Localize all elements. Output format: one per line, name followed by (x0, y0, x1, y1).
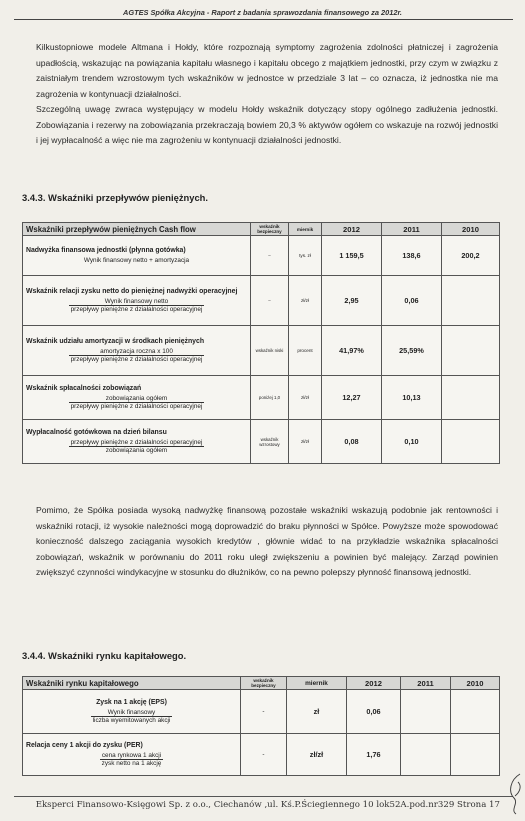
formula-numerator: Wynik finansowy (91, 709, 173, 717)
header-year-2012: 2012 (347, 677, 401, 690)
header-unit: miernik (287, 677, 347, 690)
header-year-2010: 2010 (451, 677, 500, 690)
running-header: AGTES Spółka Akcyjna - Raport z badania sprawozdania finansowego za 2012r. (122, 8, 402, 17)
header-rule (14, 19, 513, 20)
table-row (23, 690, 500, 734)
row-value-2010 (442, 276, 500, 326)
row-value-2010 (442, 420, 500, 464)
row-name: Wypłacalność gotówkowa na dzień bilansu (26, 429, 167, 436)
row-value-2012: 0,08 (322, 420, 382, 464)
header-year-2011: 2011 (401, 677, 451, 690)
row-name: Zysk na 1 akcję (EPS) (96, 699, 167, 706)
row-formula (26, 348, 247, 363)
row-benchmark: - (241, 734, 287, 776)
cash-flow-table (22, 222, 500, 464)
row-name: Relacja ceny 1 akcji do zysku (PER) (26, 742, 143, 749)
row-label-cell (23, 420, 251, 464)
formula-denominator: zysk netto na 1 akcję (101, 760, 162, 767)
row-value-2011: 25,59% (382, 326, 442, 376)
row-value-2011 (401, 734, 451, 776)
formula-numerator: cena rynkowa 1 akcji (100, 752, 164, 760)
table-title: Wskaźniki przepływów pieniężnych Cash flow (23, 223, 251, 236)
row-label-cell (23, 376, 251, 420)
row-name: Wskaźnik spłacalności zobowiązań (26, 385, 142, 392)
row-label-cell (23, 690, 241, 734)
row-unit: zł/zł (289, 376, 322, 420)
formula-denominator: przepływy pieniężne z działalności operacyjnej (70, 356, 203, 363)
paragraph-holda-debt: Szczególną uwagę zwraca występujący w modelu Hołdy wskaźnik dotyczący stopy ogólnego zadłużenia jednostki. Zobowiązania i rezerwy na zobowiązania przekraczają bowiem 20,3 % aktywów ogółem co wskazuje na rozwój jednostki i jej wypłacalność a więc nie ma zagrożeniu w kontynuacji działalności jednostki. (36, 104, 498, 145)
header-unit: miernik (289, 223, 322, 236)
row-value-2011 (401, 690, 451, 734)
row-name: Wskaźnik udziału amortyzacji w środkach pieniężnych (26, 338, 205, 345)
row-value-2011: 10,13 (382, 376, 442, 420)
row-unit: zł (287, 690, 347, 734)
header-year-2011: 2011 (382, 223, 442, 236)
table-header-row (23, 223, 500, 236)
row-value-2011: 0,06 (382, 276, 442, 326)
row-formula (26, 709, 237, 724)
formula-denominator: zobowiązania ogółem (105, 447, 168, 454)
signature-mark (506, 772, 524, 816)
row-name: Wskaźnik relacji zysku netto do pieniężnej nadwyżki operacyjnej (26, 288, 238, 295)
row-benchmark: - (241, 690, 287, 734)
header-benchmark: wskaźnik bezpieczny (251, 223, 289, 236)
row-name: Nadwyżka finansowa jednostki (płynna gotówka) (26, 247, 186, 254)
row-unit: zł/zł (289, 276, 322, 326)
row-value-2010: 200,2 (442, 236, 500, 276)
formula-denominator: liczba wyemitowanych akcji (92, 717, 171, 724)
row-value-2011: 138,6 (382, 236, 442, 276)
row-value-2010 (442, 326, 500, 376)
page-footer: Eksperci Finansowo-Księgowi Sp. z o.o., Ciechanów ,ul. Kś.P.Ściegiennego 10 lok52A.pod.nr329 Strona 17 (35, 800, 500, 810)
row-value-2010 (451, 690, 500, 734)
row-label-cell (23, 326, 251, 376)
row-label-cell (23, 276, 251, 326)
table-row (23, 326, 500, 376)
row-value-2012: 2,95 (322, 276, 382, 326)
header-year-2012: 2012 (322, 223, 382, 236)
row-unit: procent (289, 326, 322, 376)
row-value-2012: 1 159,5 (322, 236, 382, 276)
table-row (23, 734, 500, 776)
formula-denominator: przepływy pieniężne z działalności operacyjnej (70, 306, 203, 313)
table-row (23, 236, 500, 276)
row-label-cell (23, 734, 241, 776)
row-unit: tys. zł (289, 236, 322, 276)
row-formula: Wynik finansowy netto + amortyzacja (83, 257, 190, 264)
row-formula (26, 298, 247, 313)
row-benchmark: – (251, 236, 289, 276)
row-value-2012: 0,06 (347, 690, 401, 734)
paragraph-altman-holda: Kilkustopniowe modele Altmana i Hołdy, które rozpoznają symptomy zagrożenia zdolności płatniczej i zagrożenia upadłością, wskazując na powiązania kapitału własnego i kapitału obcego z majątkiem jednostki, przy czym w związku z zaistniałym trendem wzrostowym tych wskaźników w jednostce w przedziale 3 lat – co oznacza, iż jednostka nie ma zagrożenia w kontynuacji działalności. (36, 42, 498, 99)
table-row (23, 376, 500, 420)
formula-numerator: zobowiązania ogółem (69, 395, 205, 403)
row-value-2012: 12,27 (322, 376, 382, 420)
row-label-cell (23, 236, 251, 276)
formula-numerator: Wynik finansowy netto (69, 298, 205, 306)
header-year-2010: 2010 (442, 223, 500, 236)
formula-numerator: przepływy pieniężne z działalności operacyjnej (70, 439, 203, 446)
row-formula (26, 752, 237, 767)
row-benchmark: wskaźnik wzrostowy (251, 420, 289, 464)
section-heading-capital-market: 3.4.4. Wskaźniki rynku kapitałowego. (22, 650, 187, 661)
section-heading-cash-flow: 3.4.3. Wskaźniki przepływów pieniężnych. (22, 192, 208, 203)
header-benchmark: wskaźnik bezpieczny (241, 677, 287, 690)
row-benchmark: wskaźnik niski (251, 326, 289, 376)
table-header-row (23, 677, 500, 690)
row-value-2010 (442, 376, 500, 420)
formula-numerator: amortyzacja roczna x 100 (69, 348, 205, 356)
table-row (23, 276, 500, 326)
row-unit: zł/zł (287, 734, 347, 776)
table-row (23, 420, 500, 464)
table-title: Wskaźniki rynku kapitałowego (23, 677, 241, 690)
paragraph-models (36, 40, 498, 149)
paragraph-liquidity: Pomimo, że Spółka posiada wysoką nadwyżkę finansową pozostałe wskaźniki wskazują podobnie jak rentowności i wskaźniki rotacji, iż wysokie należności mogą doprowadzić do braku płynności w Spółce. Powyższe może spowodować konieczność dalszego zaciągania wysokich kredytów , głównie widać to na przykładzie wskaźnika spłacalności zobowiązań, wskaźnik w porównaniu do 2011 roku uległ zwiększeniu a powinien być malejący. Zarząd powinien zwiększyć czynności windykacyjne w stosunku do dłużników, co na pewno polepszy płynność finansową jednostki. (36, 505, 498, 577)
row-formula (26, 439, 247, 454)
capital-market-table (22, 676, 500, 776)
row-value-2011: 0,10 (382, 420, 442, 464)
row-unit: zł/zł (289, 420, 322, 464)
row-benchmark: poniżej 1,0 (251, 376, 289, 420)
row-value-2010 (451, 734, 500, 776)
row-value-2012: 41,97% (322, 326, 382, 376)
formula-denominator: przepływy pieniężne z działalności operacyjnej (70, 403, 203, 410)
row-value-2012: 1,76 (347, 734, 401, 776)
footer-rule (14, 796, 513, 797)
row-formula (26, 395, 247, 410)
row-benchmark: – (251, 276, 289, 326)
